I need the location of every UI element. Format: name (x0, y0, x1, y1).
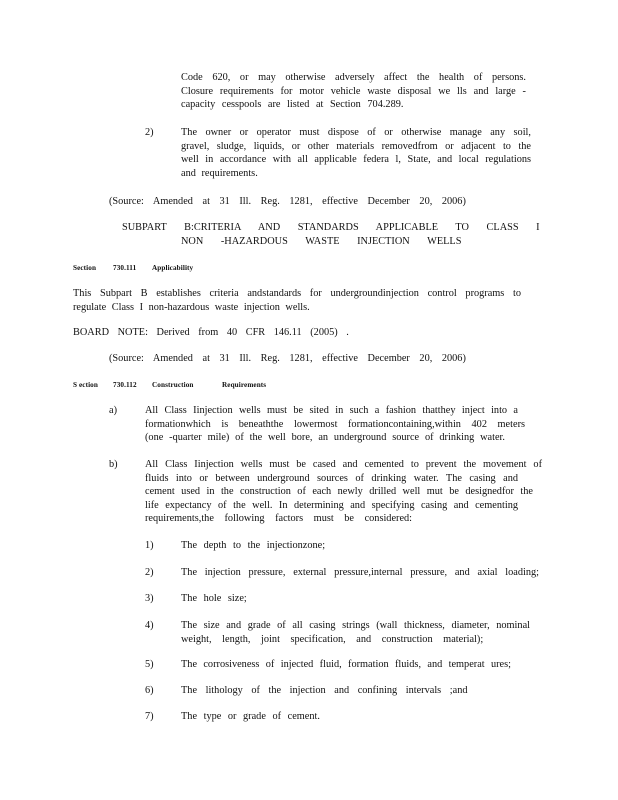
factor-text: The hole size; (181, 593, 247, 604)
section-title: Construction (152, 381, 194, 389)
subpart-heading-line-2: NON -HAZARDOUS WASTE INJECTION WELLS (181, 236, 462, 247)
text-line: and requirements. (181, 167, 258, 179)
text-line: fluids into or between underground sources of drinking water. The casing and (145, 472, 518, 484)
text-line: capacity cesspools are listed at Section 704.289. (181, 99, 404, 110)
subpart-heading-line-1: SUBPART B:CRITERIA AND STANDARDS APPLICABLE TO CLASS I (122, 222, 540, 233)
text-line: The corrosiveness of injected fluid, formation fluids, and temperat ures; (181, 659, 511, 670)
text-line: well in accordance with all applicable federa l, State, and local regulations (181, 154, 531, 165)
factor-number: 5) (145, 659, 154, 670)
section-label: Section (73, 264, 97, 272)
text-line: The size and grade of all casing strings (wall thickness, diameter, nominal (181, 620, 530, 631)
section-number: 730.112 (113, 381, 137, 389)
factor-text: The type or grade of cement. (181, 711, 320, 722)
factor-text (181, 658, 511, 672)
item-number: 2) (145, 127, 154, 138)
factor-number: 6) (145, 685, 154, 696)
text-line: All Class Iinjection wells must be sited in such a fashion thatthey inject into a (145, 405, 518, 416)
item-paragraph (145, 404, 525, 445)
factor-number: 3) (145, 593, 154, 604)
text-line: The injection pressure, external pressure,internal pressure, and axial loading; (181, 567, 539, 578)
text-line: All Class Iinjection wells must be cased and cemented to prevent the movement of (145, 459, 542, 470)
factor-text (181, 619, 530, 646)
text-line: formationwhich is beneaththe lowermost formationcontaining,within 402 meters (145, 418, 525, 430)
section-title: Requirements (222, 381, 267, 389)
factor-number: 7) (145, 711, 154, 722)
text-line: Closure requirements for motor vehicle waste disposal we lls and large - (181, 85, 526, 97)
item-number: b) (109, 459, 118, 470)
item-paragraph (145, 458, 542, 526)
board-note: BOARD NOTE: Derived from 40 CFR 146.11 (2005) . (73, 327, 349, 338)
applicability-paragraph (73, 287, 521, 314)
item-number: a) (109, 405, 117, 416)
source-note: (Source: Amended at 31 Ill. Reg. 1281, effective December 20, 2006) (109, 353, 466, 364)
text-line: gravel, sludge, liquids, or other materials removedfrom or adjacent to the (181, 140, 531, 152)
text-line: (one -quarter mile) of the well bore, an underground source of drinking water. (145, 432, 505, 443)
item-paragraph (181, 126, 531, 180)
text-line: weight, length, joint specification, and construction material); (181, 633, 484, 645)
text-line: life expectancy of the well. In determining and specifying casing and cementing (145, 499, 518, 511)
continuation-paragraph (181, 71, 526, 112)
text-line: Code 620, or may otherwise adversely affect the health of persons. (181, 72, 526, 83)
text-line: requirements,the following factors must be considered: (145, 513, 413, 524)
factor-text: The lithology of the injection and confining intervals ;and (181, 685, 468, 696)
factor-number: 1) (145, 540, 154, 551)
text-line: The owner or operator must dispose of or otherwise manage any soil, (181, 127, 531, 138)
text-line: cement used in the construction of each newly drilled well mut be designedfor the (145, 486, 533, 497)
factor-text: The depth to the injectionzone; (181, 540, 326, 551)
factor-number: 2) (145, 567, 154, 578)
section-title: Applicability (152, 264, 194, 272)
factor-text (181, 566, 539, 580)
section-number: 730.111 (113, 264, 137, 272)
section-label: S ection (73, 381, 98, 389)
factor-number: 4) (145, 620, 154, 631)
source-note: (Source: Amended at 31 Ill. Reg. 1281, effective December 20, 2006) (109, 196, 466, 207)
text-line: regulate Class I non-hazardous waste injection wells. (73, 301, 310, 313)
text-line: This Subpart B establishes criteria andstandards for undergroundinjection control programs to (73, 288, 521, 299)
